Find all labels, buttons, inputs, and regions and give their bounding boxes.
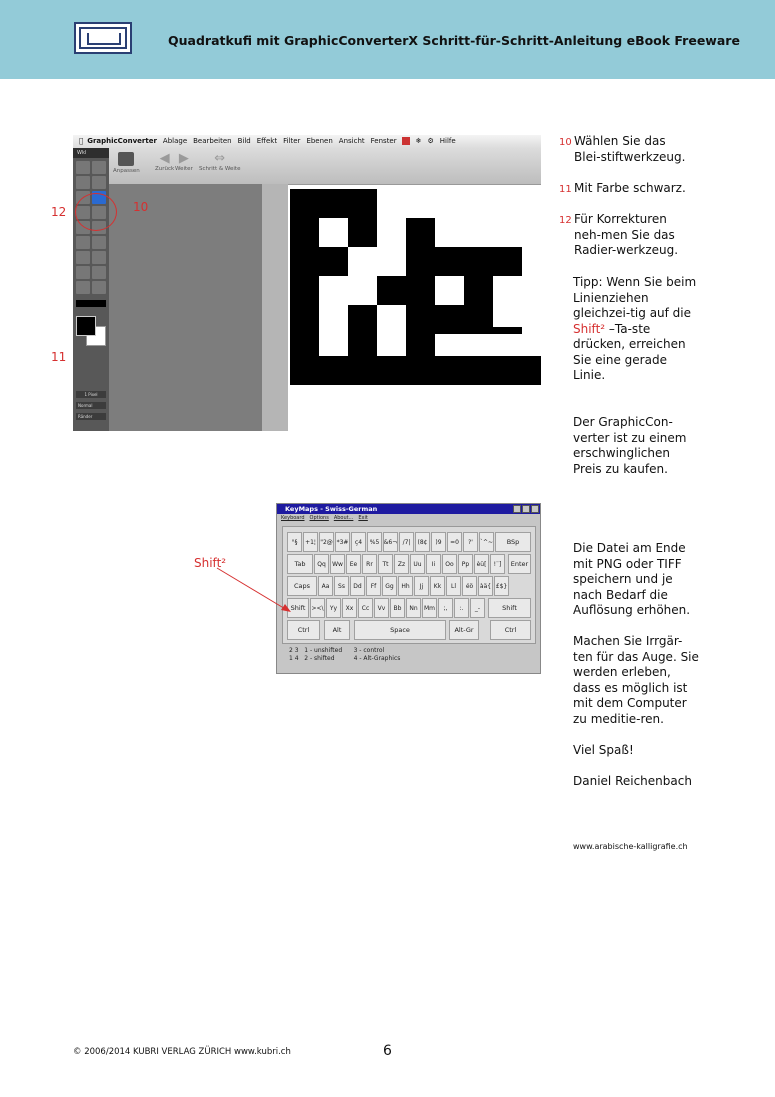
text-tool-icon	[76, 236, 90, 249]
key	[398, 576, 413, 596]
shift-left-key: Shift	[287, 598, 309, 618]
key-lower-label: $}	[499, 582, 508, 590]
key-lower-label: c	[365, 604, 370, 612]
ctrl-right-key: Ctrl	[490, 620, 531, 640]
key	[310, 598, 325, 618]
palette-size-label: 1 Pixel	[76, 391, 106, 398]
palette-edge-label: Ränder	[76, 413, 106, 420]
gc-menubar	[73, 135, 541, 148]
key	[479, 532, 494, 552]
key-lower-label: m	[429, 604, 436, 612]
key-upper-label: D	[353, 582, 358, 590]
step-text: Wählen Sie das Blei-stiftwerkzeug.	[574, 134, 686, 164]
key-upper-label: P	[461, 560, 466, 568]
key-upper-label: à	[479, 582, 484, 590]
key	[399, 532, 414, 552]
shift-right-key: Shift	[488, 598, 531, 618]
ctrl-left-key: Ctrl	[287, 620, 320, 640]
key-upper-label: Z	[397, 560, 402, 568]
key-upper-label: W	[332, 560, 338, 568]
key-upper-label: +	[305, 538, 311, 546]
key	[319, 532, 334, 552]
key	[342, 598, 357, 618]
gear-icon: ⚙	[423, 137, 430, 145]
key-upper-label: ?	[468, 538, 472, 546]
key-upper-label: ç	[354, 538, 359, 546]
key-lower-label: g	[389, 582, 394, 590]
key-upper-label: :	[459, 604, 462, 612]
key-lower-label: '	[471, 538, 473, 546]
enter-key: Enter	[508, 554, 531, 574]
key-lower-label: 7|	[404, 538, 411, 546]
tip-text-before: Tipp: Wenn Sie beim Linienziehen gleichzei-tig auf die	[573, 275, 697, 320]
key-upper-label: K	[433, 582, 438, 590]
key-lower-label: ,	[445, 604, 448, 612]
key	[346, 554, 361, 574]
key-upper-label: `	[479, 538, 483, 546]
close-icon	[531, 505, 539, 513]
key	[334, 576, 349, 596]
key	[410, 554, 425, 574]
key-upper-label: L	[450, 582, 455, 590]
apple-icon	[79, 135, 83, 148]
tip-paragraph	[573, 275, 701, 384]
key-upper-label: _	[474, 604, 478, 612]
arrow-tool-icon	[76, 161, 90, 174]
keymaps-legend	[289, 647, 400, 663]
key	[431, 532, 446, 552]
key-lower-label: u	[417, 560, 422, 568]
key	[330, 554, 345, 574]
gc-canvas-edge	[262, 184, 288, 431]
key-upper-label: V	[377, 604, 382, 612]
key-lower-label: f	[374, 582, 377, 590]
forward-button: ▶ Weiter	[175, 151, 193, 172]
key	[458, 554, 473, 574]
key-upper-label: "	[320, 538, 323, 546]
gc-menu-item: Bearbeiten	[188, 137, 228, 145]
gradient-tool-icon	[92, 266, 106, 279]
bucket-tool-icon	[76, 251, 90, 264]
key	[383, 532, 398, 552]
key-lower-label: k	[437, 582, 442, 590]
eyedropper-tool-icon	[76, 281, 90, 294]
magic-tool-icon	[92, 281, 106, 294]
fun-text: Viel Spaß!	[573, 743, 634, 757]
pattern-tool-icon	[92, 236, 106, 249]
line-tool-icon	[92, 251, 106, 264]
keymaps-menu-item: Exit	[358, 515, 368, 521]
hand-tool-icon	[92, 161, 106, 174]
key	[351, 532, 366, 552]
key-lower-label: 4	[358, 538, 363, 546]
kufi-pattern-image	[290, 189, 541, 385]
gc-menu-item: Ebenen	[302, 137, 329, 145]
key	[335, 532, 350, 552]
key-lower-label: 5	[375, 538, 380, 546]
key-lower-label: p	[465, 560, 470, 568]
key-upper-label: °	[291, 538, 295, 546]
keymaps-menubar	[281, 515, 373, 521]
step-text: Für Korrekturen neh-men Sie das Radier-werkzeug.	[574, 212, 679, 257]
gc-menu-item: Filter	[278, 137, 297, 145]
kubri-logo	[74, 22, 132, 54]
key-lower-label: n	[413, 604, 418, 612]
keymaps-screenshot	[276, 503, 541, 674]
key-lower-label: w	[338, 560, 343, 568]
key-upper-label: £	[495, 582, 500, 590]
key	[442, 554, 457, 574]
drop-tool-icon	[76, 266, 90, 279]
key	[394, 554, 409, 574]
key-upper-label: C	[361, 604, 366, 612]
step-text: Mit Farbe schwarz.	[574, 181, 686, 195]
gc-app-name: GraphicConverter	[83, 137, 153, 145]
minimize-icon	[513, 505, 521, 513]
key-lower-label: j	[421, 582, 424, 590]
anpassen-button: Anpassen	[113, 152, 140, 174]
key-lower-label: -	[477, 604, 481, 612]
keyboard-layout	[282, 526, 536, 644]
key-upper-label: I	[431, 560, 434, 568]
gc-menu-item: Fenster	[366, 137, 393, 145]
website-url: www.arabische-kalligrafie.ch	[573, 842, 688, 851]
key-lower-label: ^~	[482, 538, 494, 546]
step-number: 12	[559, 215, 572, 226]
key	[378, 554, 393, 574]
callout-10: 10	[133, 200, 149, 214]
key-upper-label: M	[423, 604, 430, 612]
key-lower-label: a	[325, 582, 330, 590]
key	[462, 576, 477, 596]
marquee-tool-icon	[92, 176, 106, 189]
keymaps-menu-item: Options	[309, 515, 329, 521]
page-number: 6	[383, 1043, 392, 1059]
key	[358, 598, 373, 618]
key-lower-label: b	[397, 604, 402, 612]
tab-key: Tab	[287, 554, 313, 574]
keymaps-menu-item: Keyboard	[281, 515, 305, 521]
key-upper-label: %	[369, 538, 376, 546]
callout-12: 12	[51, 205, 67, 219]
key-lower-label: 6¬	[388, 538, 398, 546]
step-number: 10	[559, 137, 572, 148]
key-lower-label: 9	[437, 538, 442, 546]
key	[447, 532, 462, 552]
caps-key: Caps	[287, 576, 317, 596]
callout-circle	[75, 193, 117, 231]
key-upper-label: O	[445, 560, 451, 568]
key	[426, 554, 441, 574]
key-upper-label: U	[413, 560, 418, 568]
key-upper-label: G	[385, 582, 390, 590]
key-upper-label: )	[435, 538, 438, 546]
header-title: Quadratkufi mit GraphicConverterX Schritt-für-Schritt-Anleitung eBook Freeware	[168, 33, 740, 48]
key-upper-label: T	[382, 560, 387, 568]
key	[362, 554, 377, 574]
key-lower-label: r	[370, 560, 373, 568]
key	[490, 554, 505, 574]
key	[470, 598, 485, 618]
key-upper-label: X	[345, 604, 350, 612]
key-lower-label: x	[349, 604, 354, 612]
key	[287, 532, 302, 552]
maximize-icon	[522, 505, 530, 513]
key	[438, 598, 453, 618]
author-name: Daniel Reichenbach	[573, 774, 692, 788]
key	[314, 554, 329, 574]
key	[382, 576, 397, 596]
key	[463, 532, 478, 552]
arrow-right-icon: ▶	[178, 151, 189, 166]
key	[303, 532, 318, 552]
key	[374, 598, 389, 618]
callout-11: 11	[51, 350, 67, 364]
header-band	[0, 0, 775, 79]
key	[478, 576, 493, 596]
key-upper-label: =	[450, 538, 456, 546]
key	[430, 576, 445, 596]
key-upper-label: B	[393, 604, 398, 612]
backspace-key: BSp	[495, 532, 531, 552]
back-button: ◀ Zurück	[155, 151, 175, 172]
key-lower-label: d	[357, 582, 362, 590]
key-lower-label: h	[405, 582, 410, 590]
key-upper-label: é	[465, 582, 470, 590]
gc-menu-item: Ablage	[158, 137, 183, 145]
key-upper-label: è	[476, 560, 481, 568]
key-upper-label: R	[366, 560, 371, 568]
key-lower-label: y	[333, 604, 338, 612]
key-lower-label: v	[381, 604, 386, 612]
flag-icon	[402, 137, 410, 145]
key	[414, 576, 429, 596]
save-paragraph: Die Datei am Ende mit PNG oder TIFF speichern und je nach Bedarf die Auflösung erhöhen.	[573, 541, 691, 617]
key	[474, 554, 489, 574]
key-upper-label: E	[349, 560, 354, 568]
palette-mode-label: Normal	[76, 402, 106, 409]
price-paragraph: Der GraphicCon-verter ist zu einem erschwinglichen Preis zu kaufen.	[573, 415, 687, 476]
key	[350, 576, 365, 596]
key	[446, 576, 461, 596]
gc-menu-item: Bild	[233, 137, 247, 145]
key-upper-label: !	[493, 560, 497, 568]
key-upper-label: (	[417, 538, 420, 546]
key	[415, 532, 430, 552]
key-upper-label: *	[336, 538, 340, 546]
palette-title: Wkl	[73, 148, 109, 158]
alt-key: Alt	[324, 620, 350, 640]
key	[390, 598, 405, 618]
zoom-button: ⇔ Schritt & Weite	[199, 151, 241, 172]
key-lower-label: <\	[316, 604, 324, 612]
legend-line: 1 4 2 - shifted 4 - Alt-Graphics	[289, 655, 401, 662]
key-lower-label: l	[454, 582, 456, 590]
key-lower-label: s	[341, 582, 345, 590]
key-lower-label: 3#	[339, 538, 349, 546]
key-lower-label: ¨]	[496, 560, 502, 568]
tool-palette	[73, 148, 109, 431]
key-lower-label: t	[386, 560, 389, 568]
key	[318, 576, 333, 596]
key-lower-label: ä{	[483, 582, 492, 590]
key-upper-label: /	[402, 538, 405, 546]
key-lower-label: i	[433, 560, 436, 568]
key-lower-label: o	[450, 560, 454, 568]
space-key: Space	[354, 620, 446, 640]
labyrinth-paragraph: Machen Sie Irrgär-ten für das Auge. Sie werden erleben, dass es möglich ist mit dem Computer zu meditie-ren.	[573, 634, 699, 726]
tip-text-after: –Ta-ste drücken, erreichen Sie eine gerade Linie.	[573, 321, 686, 382]
key-lower-label: e	[353, 560, 358, 568]
key-upper-label: H	[401, 582, 406, 590]
key	[326, 598, 341, 618]
key-upper-label: Y	[329, 604, 334, 612]
key	[454, 598, 469, 618]
shift-arrow-icon	[215, 566, 295, 616]
key	[366, 576, 381, 596]
key-lower-label: 0	[455, 538, 459, 546]
key-upper-label: J	[419, 582, 422, 590]
arrows-icon: ⇔	[214, 151, 226, 166]
key	[406, 598, 421, 618]
key-upper-label: N	[409, 604, 414, 612]
key-lower-label: 1¦	[310, 538, 316, 546]
gc-canvas-background	[109, 184, 262, 431]
key	[367, 532, 382, 552]
key-lower-label: z	[401, 560, 406, 568]
key-upper-label: F	[370, 582, 375, 590]
tip-shift-highlight: Shift²	[573, 321, 606, 336]
key-upper-label: ;	[443, 604, 446, 612]
key-lower-label: ü[	[480, 560, 487, 568]
key-lower-label: 8¢	[419, 538, 428, 546]
key-lower-label: .	[461, 604, 464, 612]
footer-copyright: © 2006/2014 KUBRI VERLAG ZÜRICH www.kubri.ch	[73, 1047, 291, 1057]
gc-menu-item: Effekt	[252, 137, 273, 145]
keymaps-title: KeyMaps - Swiss-German	[277, 504, 540, 514]
key-lower-label: 2@	[322, 538, 333, 546]
gc-menu-item: Hilfe	[435, 137, 452, 145]
lasso-tool-icon	[76, 176, 90, 189]
key-lower-label: ö	[469, 582, 474, 590]
key	[494, 576, 509, 596]
key-upper-label: Q	[317, 560, 322, 568]
keymaps-menu-item: About...	[333, 515, 354, 521]
shift-callout: Shift²	[194, 556, 227, 570]
key-lower-label: q	[321, 560, 326, 568]
gc-toolbar	[109, 148, 541, 185]
key-upper-label: S	[338, 582, 342, 590]
key-upper-label: >	[311, 604, 317, 612]
key-lower-label: §	[294, 538, 298, 546]
line-width-swatch	[76, 300, 106, 307]
key-upper-label: A	[321, 582, 326, 590]
script-icon: ❄	[411, 137, 418, 145]
altgr-key: Alt-Gr	[449, 620, 479, 640]
key	[422, 598, 437, 618]
foreground-color-swatch	[76, 316, 96, 336]
gc-menu-item: Ansicht	[334, 137, 361, 145]
step-number: 11	[559, 184, 572, 195]
key-upper-label: &	[383, 538, 389, 546]
legend-line: 2 3 1 - unshifted 3 - control	[289, 647, 385, 654]
arrow-left-icon: ◀	[159, 151, 170, 166]
